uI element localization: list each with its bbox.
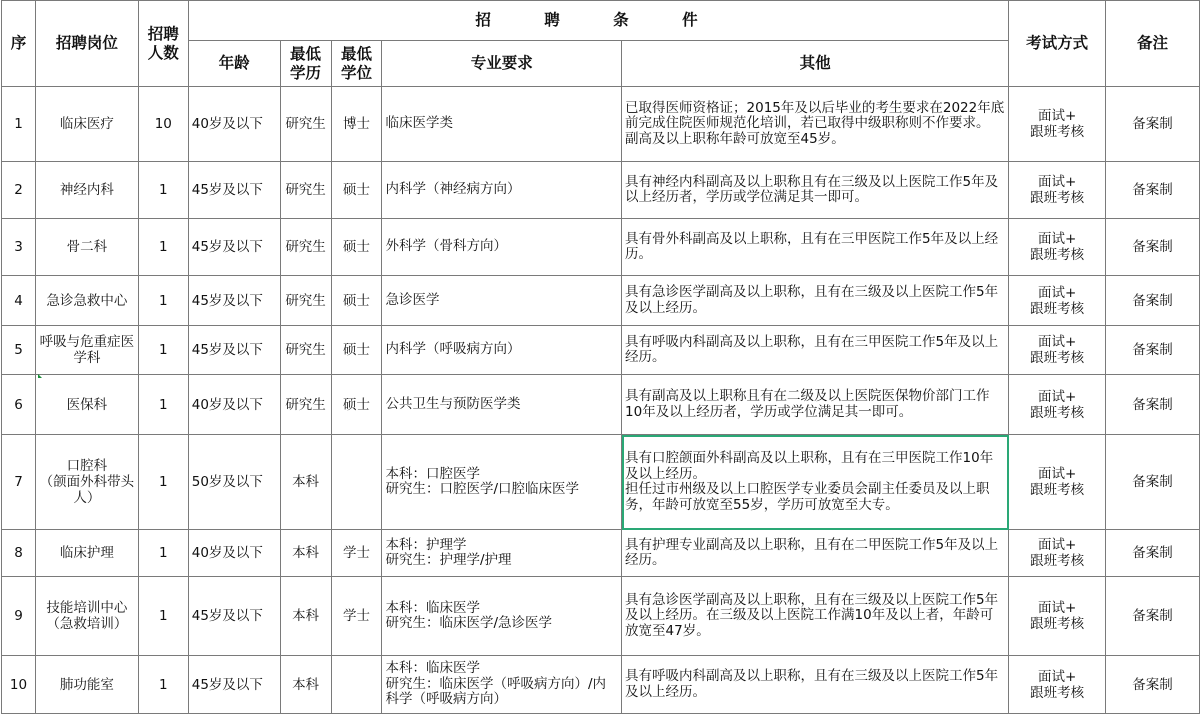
header-seq: 序 — [2, 1, 36, 87]
table-cell-education[interactable]: 研究生 — [280, 326, 331, 375]
table-cell-position[interactable]: 呼吸与危重症医学科 — [35, 326, 138, 375]
table-cell-education[interactable]: 研究生 — [280, 276, 331, 326]
table-row — [2, 87, 1200, 162]
table-cell-seq[interactable]: 7 — [2, 435, 36, 530]
table-cell-count[interactable]: 10 — [138, 87, 188, 162]
table-cell-seq[interactable]: 4 — [2, 276, 36, 326]
table-cell-remark[interactable]: 备案制 — [1106, 375, 1200, 435]
table-cell-degree[interactable] — [331, 656, 382, 714]
table-cell-other[interactable]: 具有副高及以上职称且有在二级及以上医院医保物价部门工作10年及以上经历者，学历或学位满足其一即可。 — [622, 375, 1009, 435]
table-cell-position[interactable]: 临床护理 — [35, 530, 138, 577]
table-cell-count[interactable]: 1 — [138, 656, 188, 714]
table-cell-count[interactable]: 1 — [138, 577, 188, 656]
table-cell-exam[interactable]: 面试+ 跟班考核 — [1009, 530, 1106, 577]
recruitment-table — [1, 0, 1200, 714]
table-cell-degree[interactable]: 硕士 — [331, 219, 382, 276]
table-cell-major[interactable]: 本科：口腔医学 研究生：口腔医学/口腔临床医学 — [382, 435, 622, 530]
table-cell-age[interactable]: 45岁及以下 — [188, 577, 280, 656]
table-cell-degree[interactable]: 硕士 — [331, 276, 382, 326]
table-cell-age[interactable]: 45岁及以下 — [188, 656, 280, 714]
table-cell-degree[interactable]: 博士 — [331, 87, 382, 162]
table-cell-other[interactable]: 具有急诊医学副高及以上职称，且有在三级及以上医院工作5年及以上经历。在三级及以上医院工作满10年及以上者，年龄可放宽至47岁。 — [622, 577, 1009, 656]
table-cell-other[interactable]: 具有骨外科副高及以上职称，且有在三甲医院工作5年及以上经历。 — [622, 219, 1009, 276]
table-cell-remark[interactable]: 备案制 — [1106, 530, 1200, 577]
table-cell-other[interactable]: 具有急诊医学副高及以上职称，且有在三级及以上医院工作5年及以上经历。 — [622, 276, 1009, 326]
table-cell-seq[interactable]: 9 — [2, 577, 36, 656]
table-cell-seq[interactable]: 6 — [2, 375, 36, 435]
table-cell-age[interactable]: 45岁及以下 — [188, 276, 280, 326]
table-cell-education[interactable]: 研究生 — [280, 219, 331, 276]
table-cell-remark[interactable]: 备案制 — [1106, 162, 1200, 219]
table-cell-count[interactable]: 1 — [138, 375, 188, 435]
table-cell-position[interactable]: 急诊急救中心 — [35, 276, 138, 326]
table-cell-exam[interactable]: 面试+ 跟班考核 — [1009, 656, 1106, 714]
table-row — [2, 276, 1200, 326]
header-major: 专业要求 — [382, 41, 622, 87]
table-row — [2, 577, 1200, 656]
table-cell-position[interactable]: 骨二科 — [35, 219, 138, 276]
comment-marker — [38, 374, 42, 378]
table-cell-exam[interactable]: 面试+ 跟班考核 — [1009, 87, 1106, 162]
header-count: 招聘人数 — [138, 1, 188, 87]
table-cell-other[interactable]: 已取得医师资格证；2015年及以后毕业的考生要求在2022年底前完成住院医师规范化培训，若已取得中级职称则不作要求。 副高及以上职称年龄可放宽至45岁。 — [622, 87, 1009, 162]
table-row — [2, 656, 1200, 714]
table-cell-education[interactable]: 本科 — [280, 577, 331, 656]
table-cell-seq[interactable]: 5 — [2, 326, 36, 375]
table-cell-remark[interactable]: 备案制 — [1106, 435, 1200, 530]
table-cell-education[interactable]: 本科 — [280, 530, 331, 577]
table-cell-seq[interactable]: 3 — [2, 219, 36, 276]
table-cell-exam[interactable]: 面试+ 跟班考核 — [1009, 577, 1106, 656]
table-cell-count[interactable]: 1 — [138, 162, 188, 219]
header-min-degree: 最低学位 — [331, 41, 382, 87]
table-cell-exam[interactable]: 面试+ 跟班考核 — [1009, 219, 1106, 276]
table-row — [2, 435, 1200, 530]
table-cell-major[interactable]: 公共卫生与预防医学类 — [382, 375, 622, 435]
table-cell-age[interactable]: 40岁及以下 — [188, 530, 280, 577]
table-cell-education[interactable]: 研究生 — [280, 87, 331, 162]
table-cell-position[interactable]: 医保科 — [35, 375, 138, 435]
table-cell-degree[interactable]: 学士 — [331, 577, 382, 656]
table-cell-seq[interactable]: 1 — [2, 87, 36, 162]
table-cell-exam[interactable]: 面试+ 跟班考核 — [1009, 435, 1106, 530]
table-cell-exam[interactable]: 面试+ 跟班考核 — [1009, 162, 1106, 219]
table-cell-count[interactable]: 1 — [138, 219, 188, 276]
table-cell-major[interactable]: 本科：护理学 研究生：护理学/护理 — [382, 530, 622, 577]
table-row — [2, 530, 1200, 577]
header-position: 招聘岗位 — [35, 1, 138, 87]
table-cell-major[interactable]: 外科学（骨科方向） — [382, 219, 622, 276]
table-cell-major[interactable]: 本科：临床医学 研究生：临床医学/急诊医学 — [382, 577, 622, 656]
table-cell-major[interactable]: 内科学（呼吸病方向） — [382, 326, 622, 375]
table-cell-remark[interactable]: 备案制 — [1106, 219, 1200, 276]
table-cell-major[interactable]: 本科：临床医学 研究生：临床医学（呼吸病方向）/内科学（呼吸病方向） — [382, 656, 622, 714]
table-cell-degree[interactable]: 硕士 — [331, 162, 382, 219]
table-row — [2, 375, 1200, 435]
table-cell-major[interactable]: 内科学（神经病方向） — [382, 162, 622, 219]
table-cell-position[interactable]: 临床医疗 — [35, 87, 138, 162]
header-remark: 备注 — [1106, 1, 1200, 87]
table-cell-degree[interactable] — [331, 435, 382, 530]
table-cell-remark[interactable]: 备案制 — [1106, 87, 1200, 162]
table-cell-major[interactable]: 临床医学类 — [382, 87, 622, 162]
table-cell-seq[interactable]: 8 — [2, 530, 36, 577]
table-cell-age[interactable]: 45岁及以下 — [188, 326, 280, 375]
table-cell-education[interactable]: 研究生 — [280, 375, 331, 435]
table-cell-count[interactable]: 1 — [138, 435, 188, 530]
table-cell-age[interactable]: 40岁及以下 — [188, 87, 280, 162]
table-cell-age[interactable]: 45岁及以下 — [188, 219, 280, 276]
table-cell-position[interactable]: 肺功能室 — [35, 656, 138, 714]
table-cell-count[interactable]: 1 — [138, 326, 188, 375]
table-cell-other[interactable]: 具有护理专业副高及以上职称，且有在二甲医院工作5年及以上经历。 — [622, 530, 1009, 577]
table-cell-degree[interactable]: 硕士 — [331, 326, 382, 375]
table-cell-exam[interactable]: 面试+ 跟班考核 — [1009, 276, 1106, 326]
table-row — [2, 326, 1200, 375]
header-min-education: 最低学历 — [280, 41, 331, 87]
table-cell-position[interactable]: 神经内科 — [35, 162, 138, 219]
table-cell-count[interactable]: 1 — [138, 530, 188, 577]
table-cell-remark[interactable]: 备案制 — [1106, 577, 1200, 656]
table-cell-other[interactable]: 具有口腔颌面外科副高及以上职称，且有在三甲医院工作10年及以上经历。 担任过市州级及以上口腔医学专业委员会副主任委员及以上职务，年龄可放宽至55岁，学历可放宽至大专。 — [622, 435, 1009, 530]
table-cell-seq[interactable]: 10 — [2, 656, 36, 714]
table-cell-other[interactable]: 具有神经内科副高及以上职称且有在三级及以上医院工作5年及以上经历者，学历或学位满足其一即可。 — [622, 162, 1009, 219]
table-cell-age[interactable]: 45岁及以下 — [188, 162, 280, 219]
table-cell-major[interactable]: 急诊医学 — [382, 276, 622, 326]
header-other: 其他 — [622, 41, 1009, 87]
table-cell-other[interactable]: 具有呼吸内科副高及以上职称，且有在三级及以上医院工作5年及以上经历。 — [622, 656, 1009, 714]
table-cell-position[interactable]: 技能培训中心 （急救培训） — [35, 577, 138, 656]
table-cell-education[interactable]: 本科 — [280, 656, 331, 714]
header-exam: 考试方式 — [1009, 1, 1106, 87]
table-cell-education[interactable]: 研究生 — [280, 162, 331, 219]
table-cell-exam[interactable]: 面试+ 跟班考核 — [1009, 326, 1106, 375]
table-cell-count[interactable]: 1 — [138, 276, 188, 326]
table-cell-degree[interactable]: 学士 — [331, 530, 382, 577]
table-cell-other[interactable]: 具有呼吸内科副高及以上职称，且有在三甲医院工作5年及以上经历。 — [622, 326, 1009, 375]
header-age: 年龄 — [188, 41, 280, 87]
table-row — [2, 219, 1200, 276]
table-cell-remark[interactable]: 备案制 — [1106, 656, 1200, 714]
header-conditions: 招 聘 条 件 — [188, 1, 1009, 41]
table-row — [2, 162, 1200, 219]
table-cell-age[interactable]: 50岁及以下 — [188, 435, 280, 530]
table-cell-education[interactable]: 本科 — [280, 435, 331, 530]
table-cell-remark[interactable]: 备案制 — [1106, 276, 1200, 326]
table-cell-exam[interactable]: 面试+ 跟班考核 — [1009, 375, 1106, 435]
table-cell-position[interactable]: 口腔科 （颌面外科带头人） — [35, 435, 138, 530]
table-cell-remark[interactable]: 备案制 — [1106, 326, 1200, 375]
table-cell-degree[interactable]: 硕士 — [331, 375, 382, 435]
table-cell-seq[interactable]: 2 — [2, 162, 36, 219]
table-cell-age[interactable]: 40岁及以下 — [188, 375, 280, 435]
